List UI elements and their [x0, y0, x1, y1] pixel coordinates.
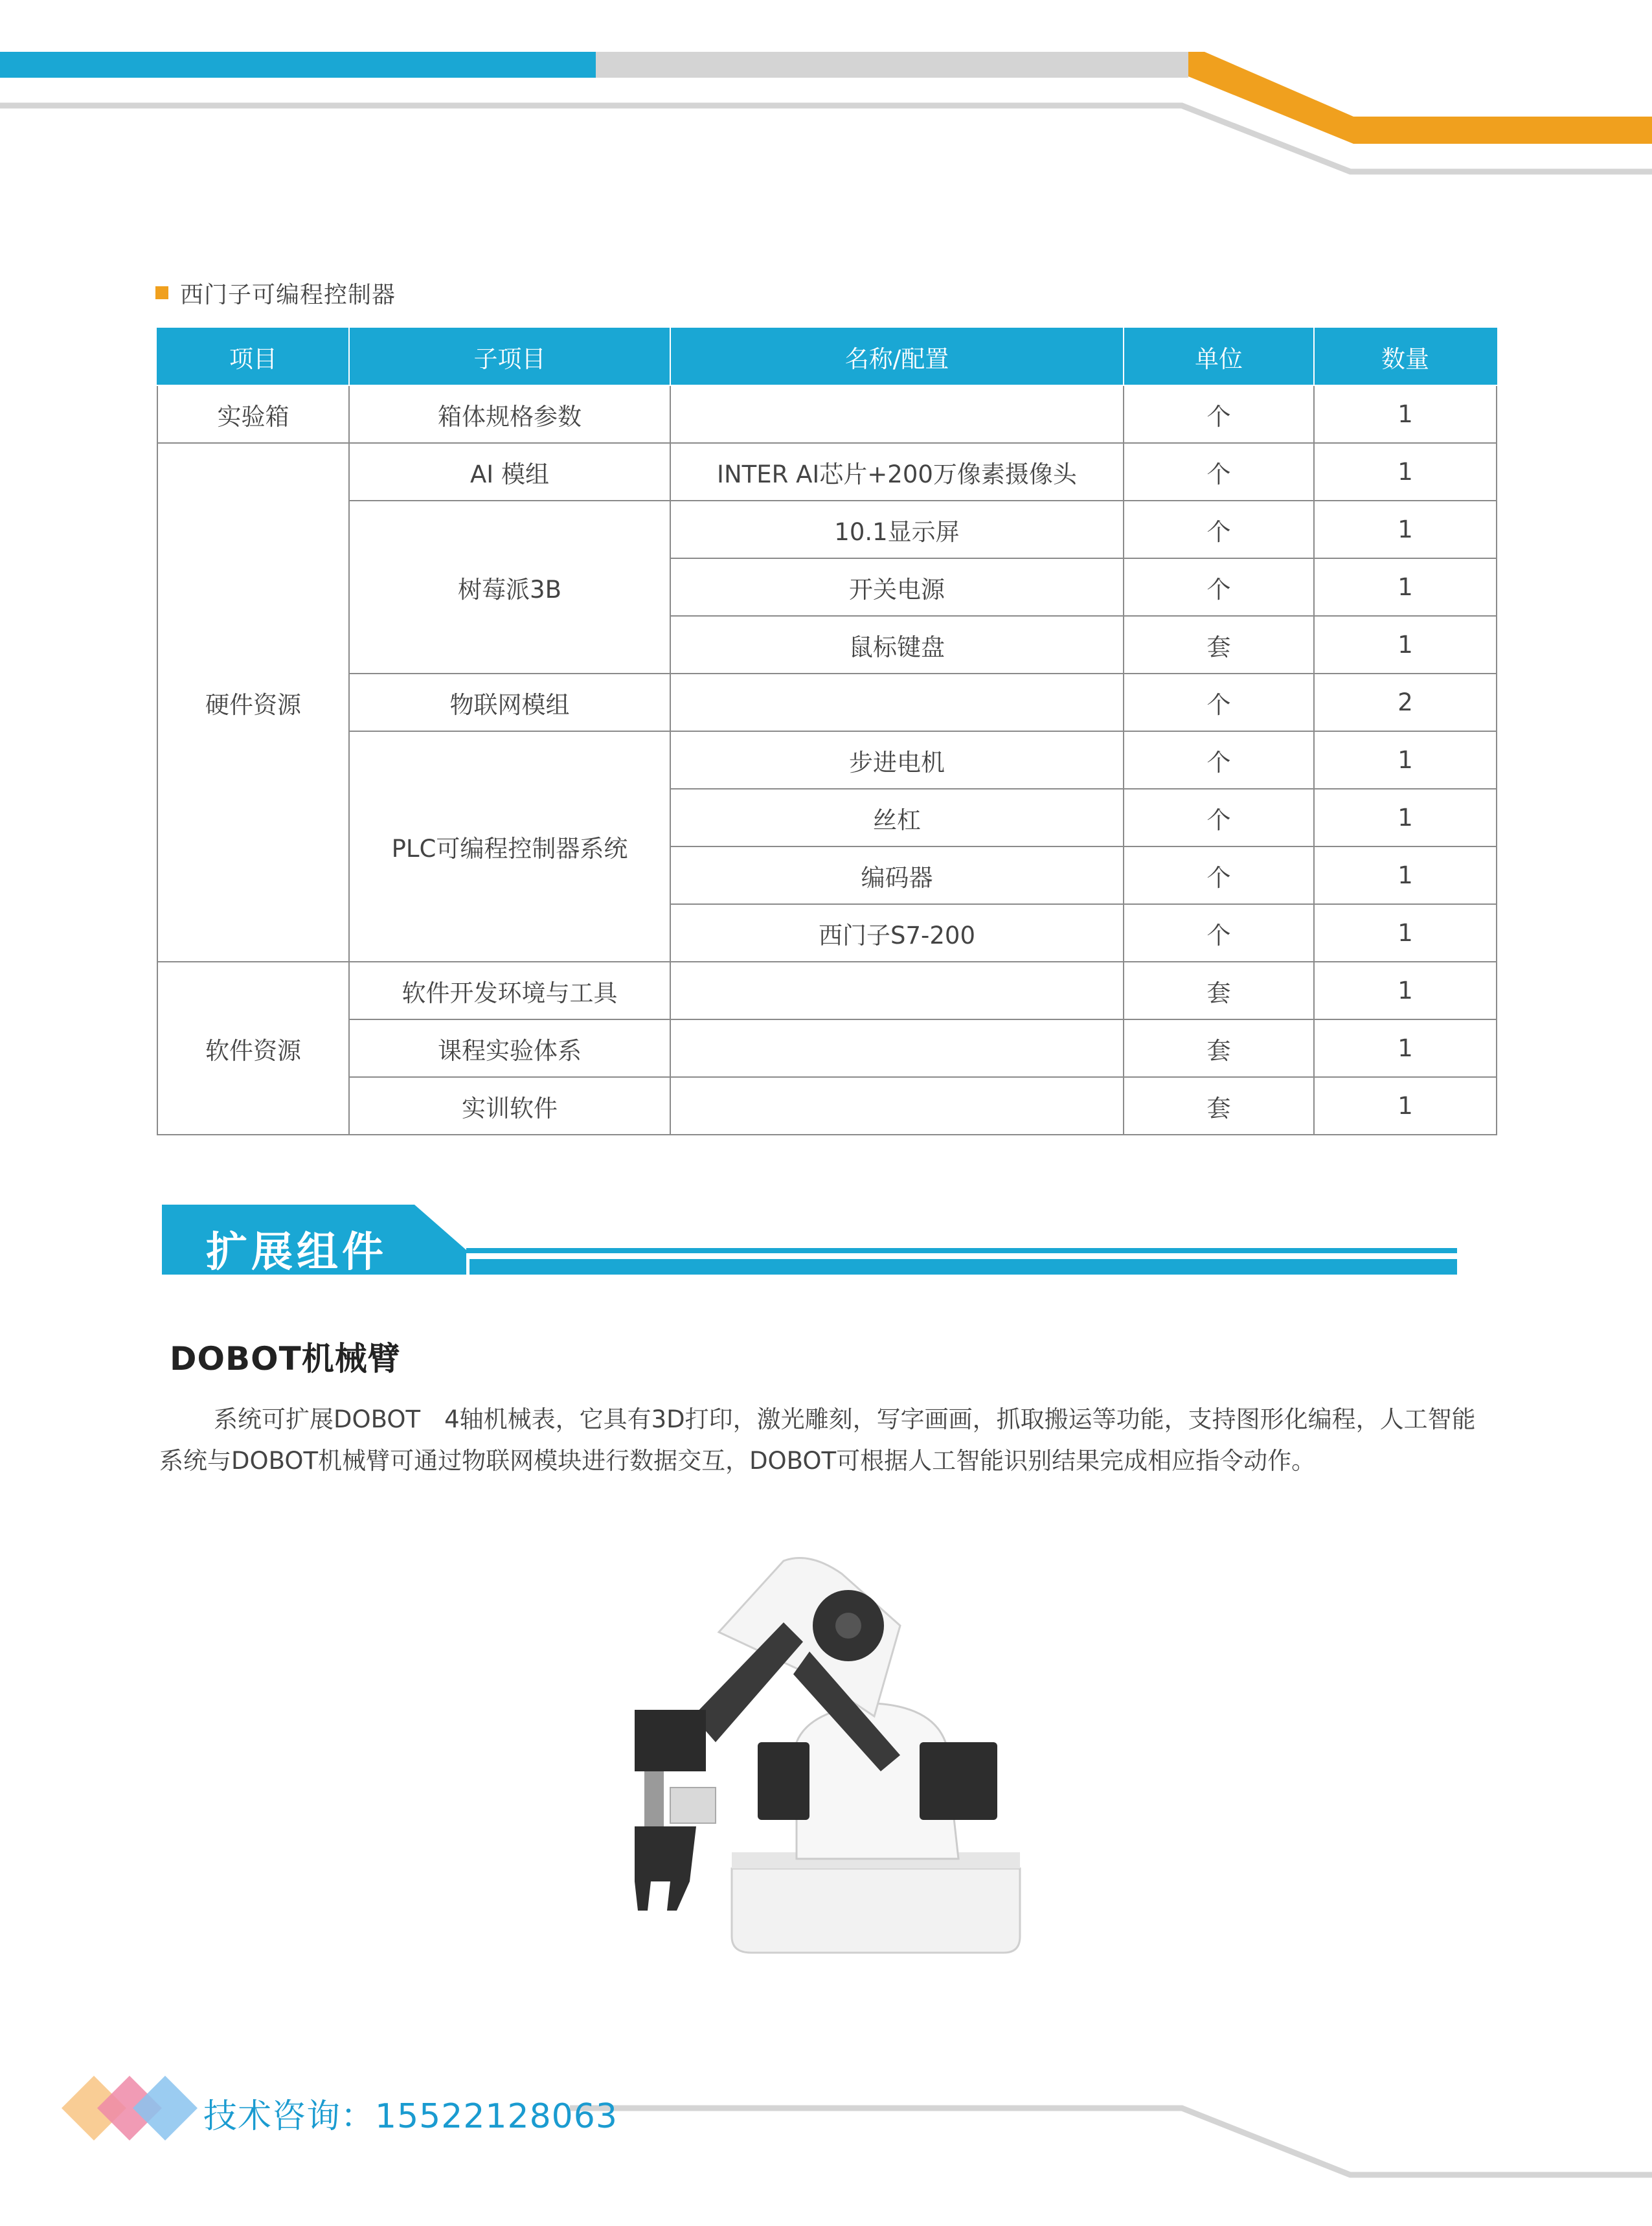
subitem-cell: 实训软件 [349, 1077, 670, 1135]
robot-arm-image [537, 1548, 1030, 1962]
table-row [157, 1019, 1497, 1077]
subitem-cell: PLC可编程控制器系统 [349, 731, 670, 962]
section-label-text: 西门子可编程控制器 [180, 281, 396, 308]
unit-cell: 个 [1124, 846, 1314, 904]
table-row [157, 385, 1497, 443]
unit-cell: 个 [1124, 789, 1314, 846]
product-title: DOBOT机械臂 [170, 1340, 401, 1378]
subitem-cell: AI 模组 [349, 443, 670, 501]
unit-cell: 套 [1124, 1077, 1314, 1135]
qty-cell: 1 [1314, 962, 1497, 1019]
band-title: 扩展组件 [206, 1229, 387, 1277]
subitem-cell: 树莓派3B [349, 501, 670, 674]
table-header-row [157, 328, 1497, 385]
unit-cell: 个 [1124, 558, 1314, 616]
name-cell: 开关电源 [670, 558, 1124, 616]
qty-cell: 1 [1314, 731, 1497, 789]
table-row [157, 962, 1497, 1019]
config-table [157, 328, 1497, 1135]
name-cell [670, 962, 1124, 1019]
qty-cell: 1 [1314, 846, 1497, 904]
qty-cell: 2 [1314, 674, 1497, 731]
qty-cell: 1 [1314, 616, 1497, 674]
unit-cell: 个 [1124, 501, 1314, 558]
unit-cell: 个 [1124, 674, 1314, 731]
header-quantity: 数量 [1314, 328, 1497, 385]
name-cell [670, 674, 1124, 731]
name-cell: 步进电机 [670, 731, 1124, 789]
qty-cell: 1 [1314, 789, 1497, 846]
name-cell: 编码器 [670, 846, 1124, 904]
qty-cell: 1 [1314, 385, 1497, 443]
group-cell: 硬件资源 [157, 443, 349, 962]
table-row [157, 1077, 1497, 1135]
qty-cell: 1 [1314, 904, 1497, 962]
name-cell [670, 1019, 1124, 1077]
table-row [157, 731, 1497, 789]
header-unit: 单位 [1124, 328, 1314, 385]
table-row [157, 443, 1497, 501]
section-label [155, 277, 396, 308]
name-cell: 西门子S7-200 [670, 904, 1124, 962]
header-name-config: 名称/配置 [670, 328, 1124, 385]
name-cell: 鼠标键盘 [670, 616, 1124, 674]
footer-diamond-icon [58, 2069, 201, 2147]
unit-cell: 个 [1124, 904, 1314, 962]
name-cell: 丝杠 [670, 789, 1124, 846]
subitem-cell: 物联网模组 [349, 674, 670, 731]
footer-contact: 技术咨询：15522128063 [203, 2097, 618, 2136]
name-cell [670, 1077, 1124, 1135]
unit-cell: 个 [1124, 731, 1314, 789]
qty-cell: 1 [1314, 1019, 1497, 1077]
name-cell: INTER AI芯片+200万像素摄像头 [670, 443, 1124, 501]
subitem-cell: 箱体规格参数 [349, 385, 670, 443]
qty-cell: 1 [1314, 501, 1497, 558]
table-row [157, 674, 1497, 731]
product-description: 系统可扩展DOBOT 4轴机械表，它具有3D打印，激光雕刻，写字画画，抓取搬运等功能，支持图形化编程，人工智能系统与DOBOT机械臂可通过物联网模块进行数据交互，DOBOT可根据人工智能识别结果完成相应指令动作。 [159, 1405, 1476, 1475]
unit-cell: 个 [1124, 443, 1314, 501]
qty-cell: 1 [1314, 443, 1497, 501]
group-cell: 软件资源 [157, 962, 349, 1135]
name-cell: 10.1显示屏 [670, 501, 1124, 558]
top-decoration [0, 0, 1652, 194]
header-item: 项目 [157, 328, 349, 385]
subitem-cell: 软件开发环境与工具 [349, 962, 670, 1019]
name-cell [670, 385, 1124, 443]
qty-cell: 1 [1314, 1077, 1497, 1135]
unit-cell: 套 [1124, 1019, 1314, 1077]
header-subitem: 子项目 [349, 328, 670, 385]
qty-cell: 1 [1314, 558, 1497, 616]
subitem-cell: 课程实验体系 [349, 1019, 670, 1077]
table-row [157, 501, 1497, 558]
unit-cell: 套 [1124, 616, 1314, 674]
unit-cell: 套 [1124, 962, 1314, 1019]
unit-cell: 个 [1124, 385, 1314, 443]
label-marker [155, 286, 168, 299]
group-cell: 实验箱 [157, 385, 349, 443]
